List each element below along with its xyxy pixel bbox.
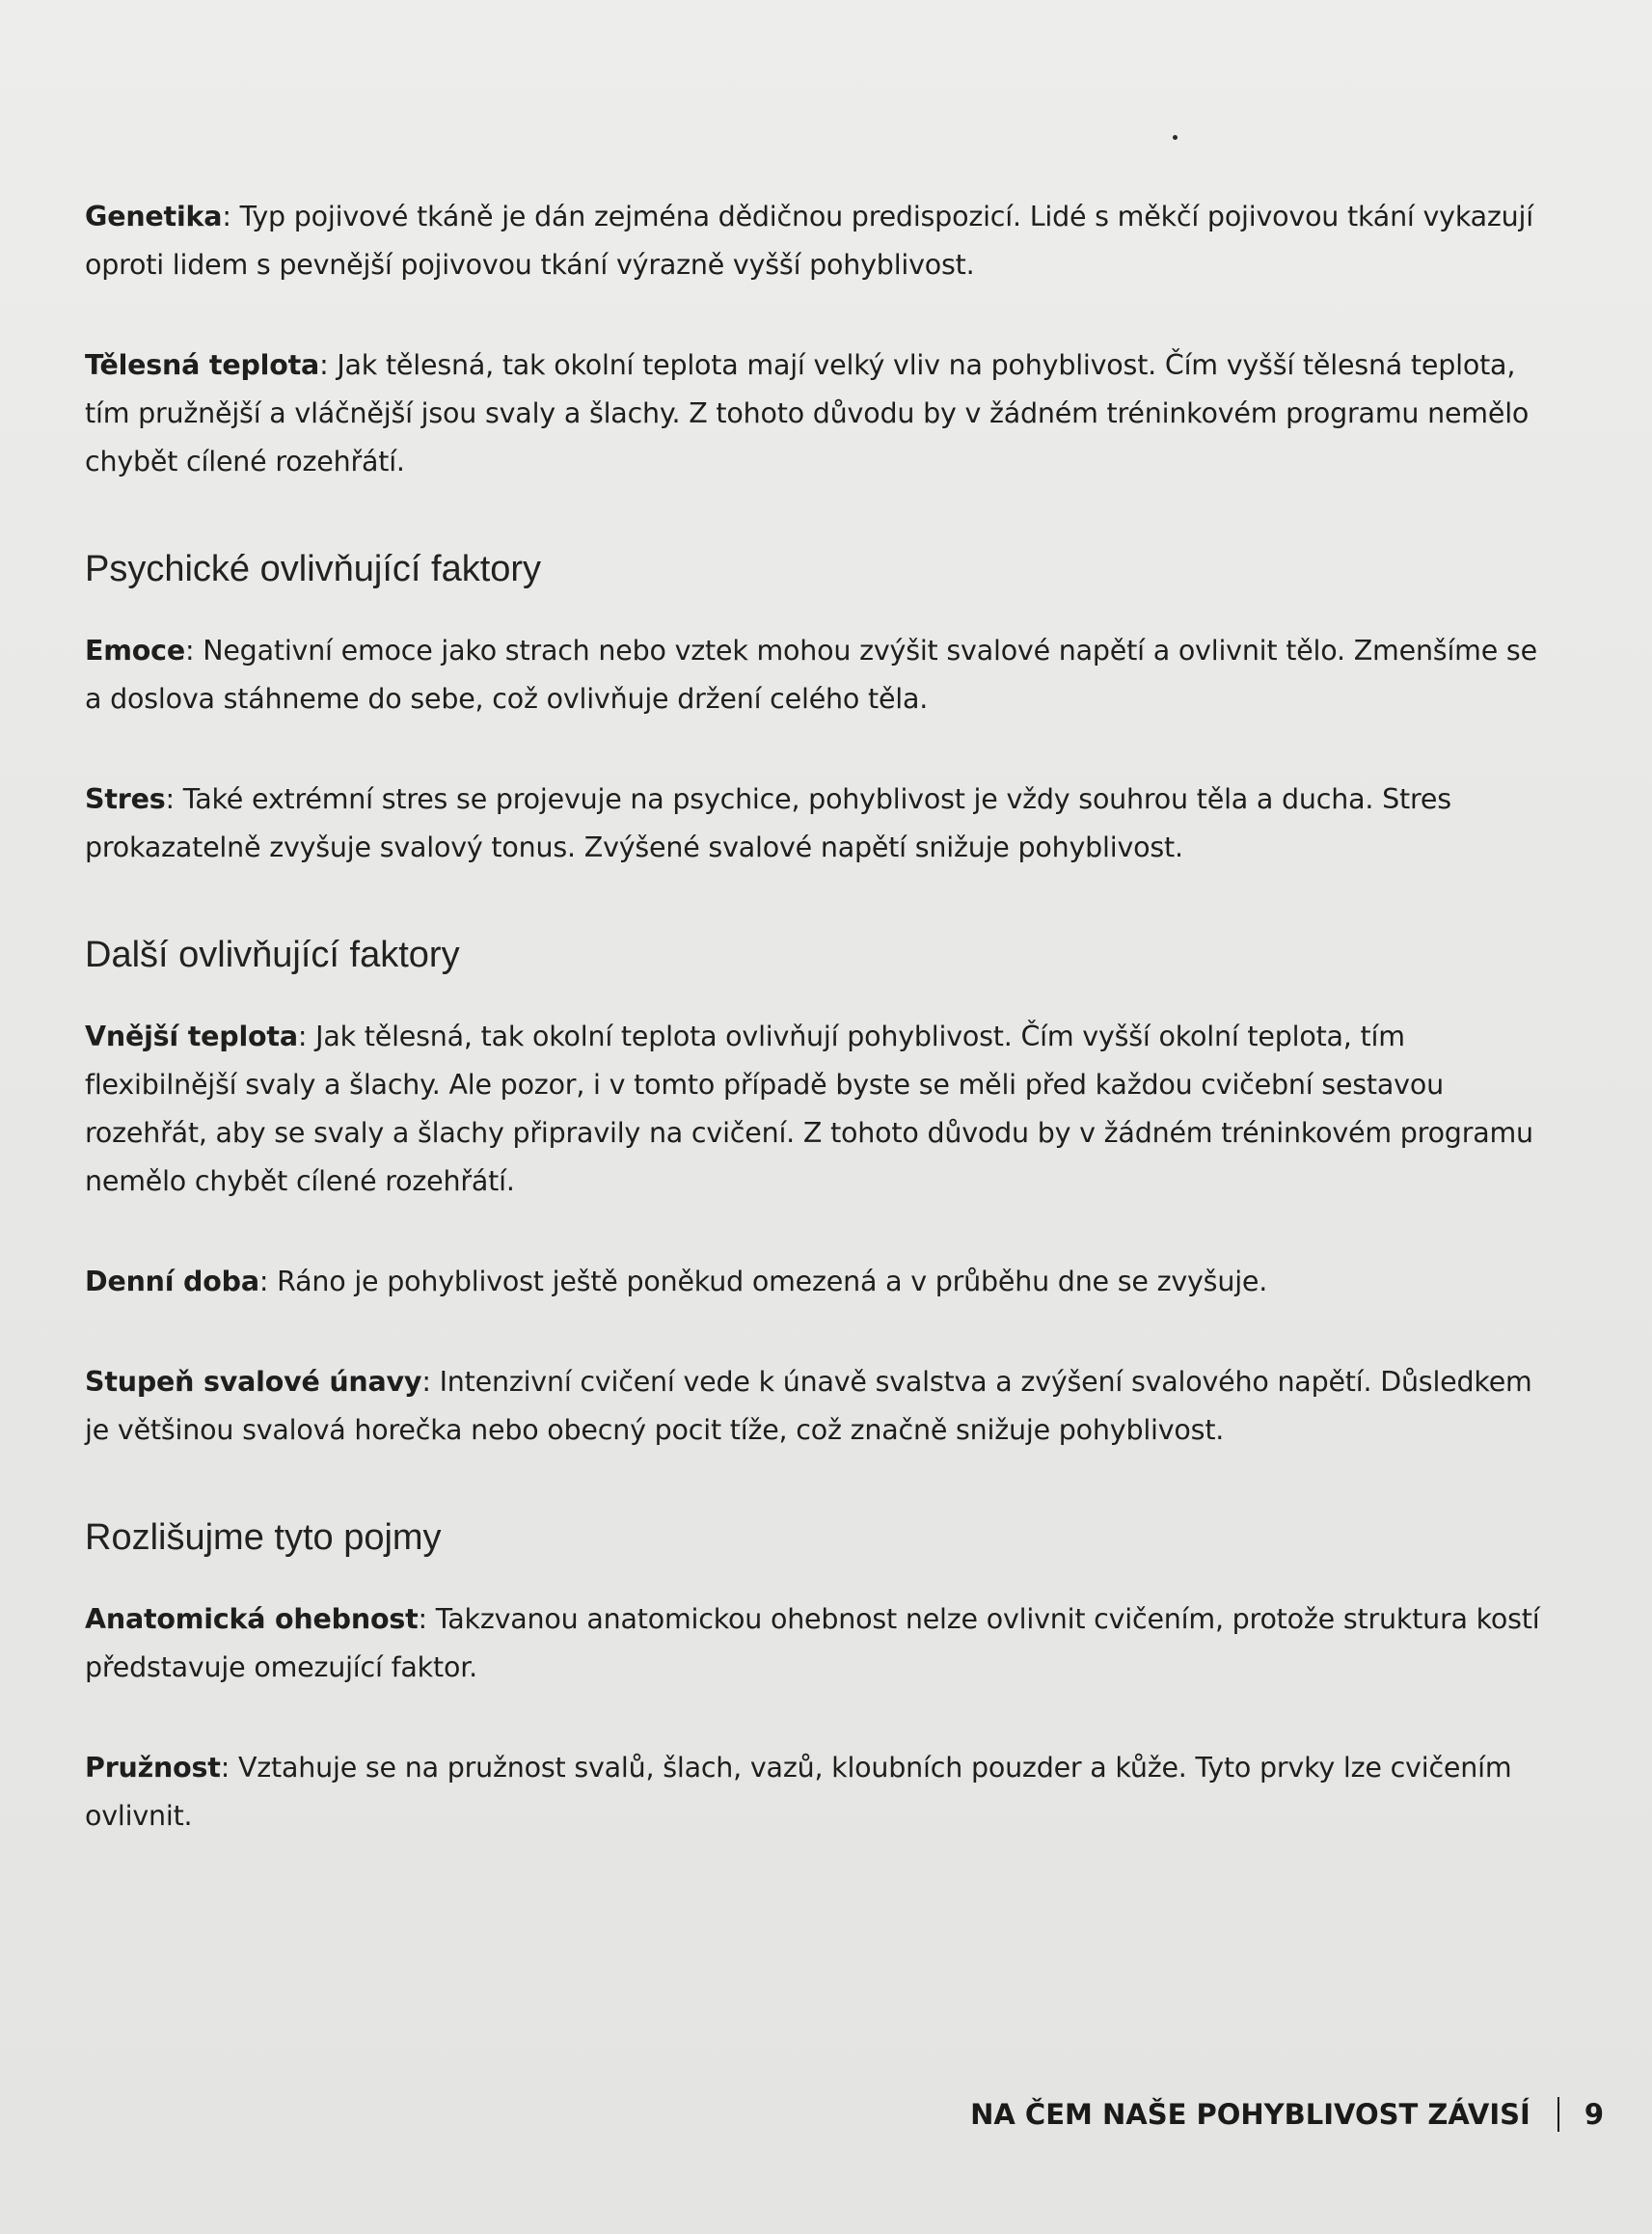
paragraph-emoce (85, 627, 1541, 723)
term-label: Anatomická ohebnost (85, 1603, 419, 1635)
term-label: Stupeň svalové únavy (85, 1366, 422, 1398)
print-speck (1173, 135, 1178, 140)
paragraph-text: : Ráno je pohyblivost ještě poněkud omezená a v průběhu dne se zvyšuje. (258, 1266, 1268, 1297)
term-label: Pružnost (85, 1752, 221, 1784)
paragraph-telesna-teplota (85, 341, 1541, 486)
page-footer (970, 2097, 1604, 2132)
page-body (85, 193, 1541, 1893)
paragraph-text: : Jak tělesná, tak okolní teplota ovlivňují pohyblivost. Čím vyšší okolní teplota, tím flexibilnější svaly a šlachy. Ale pozor, i v tomto případě byste se měli před každou cvičební sestavou rozehřát, aby se svaly a šlachy připravily na cvičení. Z tohoto důvodu by v žádném tréninkovém programu nemělo chybět cílené rozehřátí. (85, 1021, 1533, 1197)
running-title: NA ČEM NAŠE POHYBLIVOST ZÁVISÍ (970, 2098, 1530, 2131)
paragraph-text: : Jak tělesná, tak okolní teplota mají velký vliv na pohyblivost. Čím vyšší tělesná teplota, tím pružnější a vláčnější jsou svaly a šlachy. Z tohoto důvodu by v žádném tréninkovém programu nemělo chybět cílené rozehřátí. (85, 349, 1530, 477)
paragraph-denni-doba (85, 1258, 1541, 1306)
paragraph-anatomicka-ohebnost (85, 1595, 1541, 1692)
paragraph-stupen-unavy (85, 1358, 1541, 1455)
term-label: Tělesná teplota (85, 349, 320, 381)
paragraph-text: : Intenzivní cvičení vede k únavě svalstva a zvýšení svalového napětí. Důsledkem je většinou svalová horečka nebo obecný pocit tíže, což značně snižuje pohyblivost. (85, 1366, 1532, 1446)
paragraph-genetika (85, 193, 1541, 289)
section-heading-other: Další ovlivňující faktory (85, 935, 460, 975)
paragraph-text: : Vztahuje se na pružnost svalů, šlach, vazů, kloubních pouzder a kůže. Tyto prvky lze cvičením ovlivnit. (85, 1752, 1512, 1832)
paragraph-pruznost (85, 1744, 1541, 1840)
term-label: Vnější teplota (85, 1021, 298, 1052)
paragraph-text: : Negativní emoce jako strach nebo vztek mohou zvýšit svalové napětí a ovlivnit tělo. Zmenšíme se a doslova stáhneme do sebe, což ovlivňuje držení celého těla. (85, 635, 1537, 715)
term-label: Denní doba (85, 1266, 259, 1297)
page-number: 9 (1584, 2098, 1604, 2131)
term-label: Stres (85, 783, 166, 815)
paragraph-stres (85, 776, 1541, 872)
footer-divider (1557, 2097, 1559, 2132)
term-label: Genetika (85, 201, 223, 232)
section-heading-psychic: Psychické ovlivňující faktory (85, 549, 542, 589)
paragraph-text: : Takzvanou anatomickou ohebnost nelze ovlivnit cvičením, protože struktura kostí představuje omezující faktor. (85, 1603, 1540, 1683)
paragraph-text: : Typ pojivové tkáně je dán zejména dědičnou predispozicí. Lidé s měkčí pojivovou tkání vykazují oproti lidem s pevnější pojivovou tkání výrazně vyšší pohyblivost. (85, 201, 1533, 281)
paragraph-vnejsi-teplota (85, 1013, 1541, 1206)
paragraph-text: : Také extrémní stres se projevuje na psychice, pohyblivost je vždy souhrou těla a ducha. Stres prokazatelně zvyšuje svalový tonus. Zvýšené svalové napětí snižuje pohyblivost. (85, 783, 1451, 863)
section-heading-terms: Rozlišujme tyto pojmy (85, 1517, 442, 1558)
term-label: Emoce (85, 635, 185, 667)
